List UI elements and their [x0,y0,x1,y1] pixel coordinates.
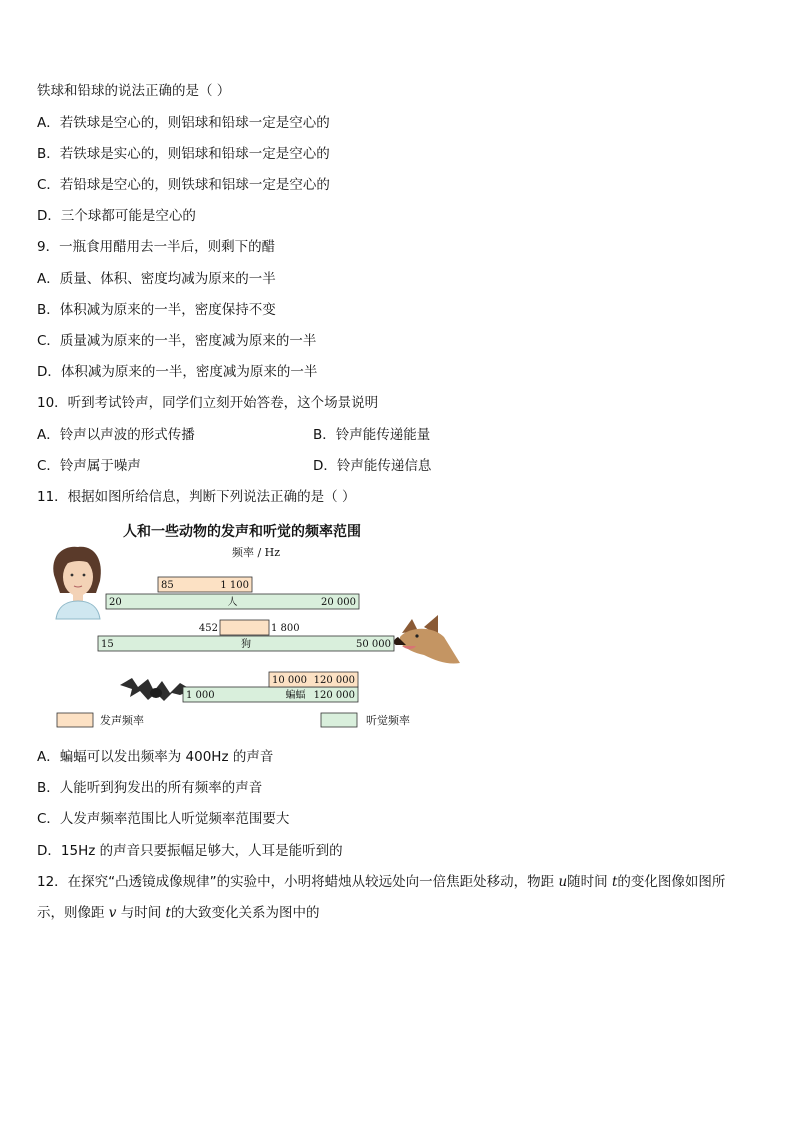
q11-option-b: B．人能听到狗发出的所有频率的声音 [37,780,263,796]
species-label: 狗 [241,639,251,650]
q10-option-c: C．铃声属于噪声 [37,458,141,474]
q11-stem: 11．根据如图所给信息，判断下列说法正确的是（ ） [37,489,356,505]
q12-text: 与时间 [116,905,166,921]
q9-stem: 9．一瓶食用醋用去一半后，则剩下的醋 [37,239,276,255]
hearing-high-label: 120 000 [313,690,355,701]
q12-var-v: v [108,905,117,921]
emission-range-bar [220,620,269,635]
legend-hear-label: 听觉频率 [366,714,410,727]
dog-illustration [394,615,460,664]
q10-option-d: D．铃声能传递信息 [313,458,432,474]
emission-high-label: 1 100 [220,580,249,591]
hearing-low-label: 20 [109,597,122,608]
emission-high-label: 120 000 [313,675,355,686]
q11-option-a: A．蝙蝠可以发出频率为 400Hz 的声音 [37,749,274,765]
q12-text: 的大致变化关系为图中的 [170,905,320,921]
hearing-high-label: 20 000 [321,597,356,608]
q9-option-d: D．体积减为原来的一半，密度减为原来的一半 [37,364,318,380]
hearing-low-label: 1 000 [186,690,215,701]
legend-hear-swatch [321,713,357,727]
frequency-range-figure [40,515,480,737]
emission-low-label: 85 [161,580,174,591]
q12-text: 的变化图像如图所 [617,874,726,890]
q12-var-t: t [165,905,171,921]
legend-emit-swatch [57,713,93,727]
q8-option-a: A．若铁球是空心的，则铝球和铅球一定是空心的 [37,115,330,131]
q10-stem: 10．听到考试铃声，同学们立刻开始答卷，这个场景说明 [37,395,379,411]
legend-emit-label: 发声频率 [100,714,144,727]
q12-line-1 [37,873,725,891]
species-label: 蝙蝠 [285,690,306,701]
q8-option-c: C．若铅球是空心的，则铁球和铝球一定是空心的 [37,177,330,193]
q11-option-d: D．15Hz 的声音只要振幅足够大，人耳是能听到的 [37,843,343,859]
hearing-low-label: 15 [101,639,114,650]
figure-title: 人和一些动物的发声和听觉的频率范围 [123,524,361,540]
q12-text: 随时间 [567,874,612,890]
bat-illustration [120,678,192,701]
q9-option-c: C．质量减为原来的一半，密度减为原来的一半 [37,333,317,349]
q8-option-b: B．若铁球是实心的，则铝球和铅球一定是空心的 [37,146,330,162]
q10-option-a: A．铃声以声波的形式传播 [37,427,195,443]
emission-low-label: 452 [198,623,218,634]
emission-low-label: 10 000 [272,675,307,686]
q9-option-a: A．质量、体积、密度均减为原来的一半 [37,271,276,287]
emission-high-label: 1 800 [271,623,300,634]
species-label: 人 [227,597,238,608]
q12-line-2 [37,904,319,922]
q8-option-d: D．三个球都可能是空心的 [37,208,196,224]
q8-stem-tail: 铁球和铅球的说法正确的是（ ） [37,83,231,99]
q12-var-u: u [558,874,568,890]
q11-option-c: C．人发声频率范围比人听觉频率范围要大 [37,811,290,827]
q9-option-b: B．体积减为原来的一半，密度保持不变 [37,302,276,318]
woman-illustration [53,547,101,619]
q10-option-b: B．铃声能传递能量 [313,427,431,443]
q12-text: 12．在探究“凸透镜成像规律”的实验中，小明将蜡烛从较远处向一倍焦距处移动，物距 [37,874,559,890]
hearing-high-label: 50 000 [356,639,391,650]
figure-unit: 频率 / Hz [231,546,281,559]
q12-var-t: t [611,874,618,890]
q12-text: 示，则像距 [37,905,109,921]
